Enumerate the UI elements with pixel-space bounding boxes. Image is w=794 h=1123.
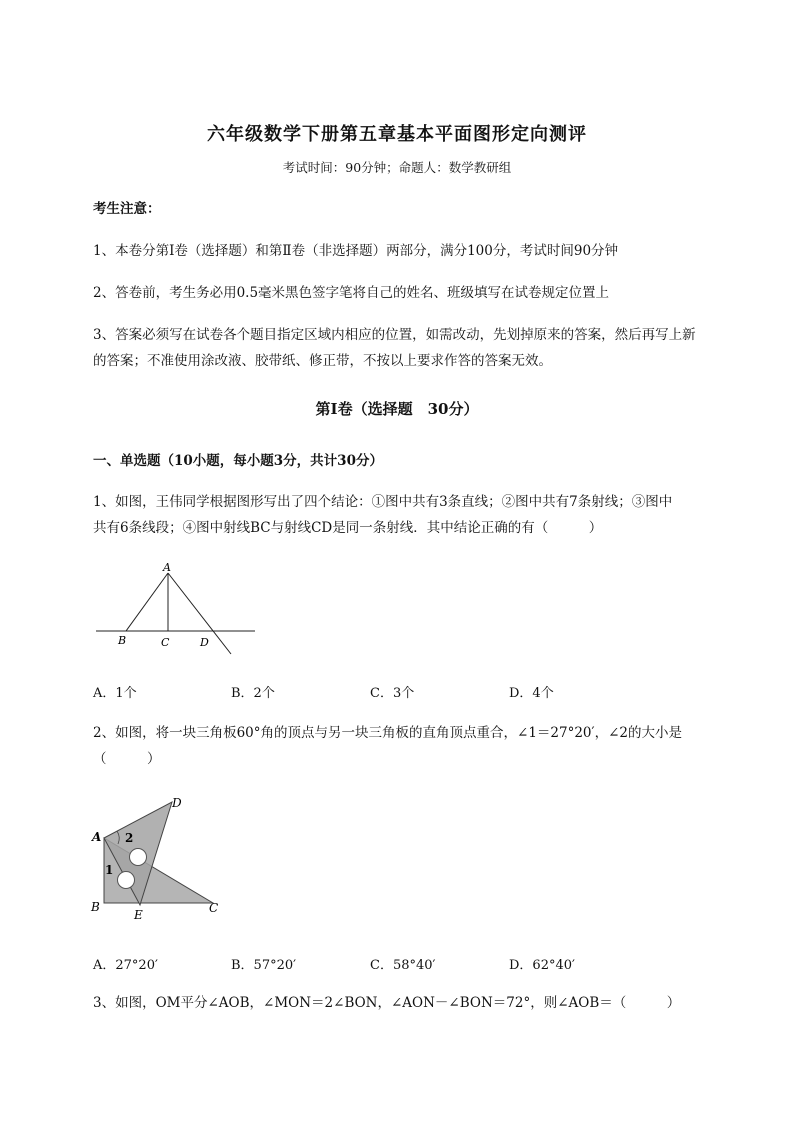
q2-option-b[interactable]: B．57°20′ [231, 958, 297, 973]
q1-label-B: B [118, 634, 127, 647]
q1-label-C: C [161, 636, 170, 649]
q1-option-c[interactable]: C．3个 [370, 686, 415, 701]
q2-label-angle-2: 2 [125, 831, 134, 845]
q1-label-D: D [200, 636, 209, 649]
notice-item-2: 2、答卷前，考生务必用0.5毫米黑色签字笔将自己的姓名、班级填写在试卷规定位置上 [93, 285, 610, 301]
q2-hole-lower [118, 872, 135, 889]
q1-label-A: A [163, 561, 171, 574]
page-title: 六年级数学下册第五章基本平面图形定向测评 [207, 124, 587, 145]
q2-label-A: A [92, 830, 102, 844]
q2-option-d[interactable]: D．62°40′ [509, 958, 575, 973]
q2-label-D: D [172, 796, 182, 810]
notice-heading: 考生注意： [93, 201, 161, 217]
q2-text-line1: 2、如图，将一块三角板60°角的顶点与另一块三角板的直角顶点重合，∠1＝27°20′，∠2的大小是 [93, 725, 682, 741]
q1-option-d[interactable]: D．4个 [509, 686, 554, 701]
q1-text-line1: 1、如图，王伟同学根据图形写出了四个结论：①图中共有3条直线；②图中共有7条射线；③图中 [93, 494, 673, 510]
q2-label-angle-1: 1 [105, 863, 114, 877]
q1-text-line2: 共有6条线段；④图中射线BC与射线CD是同一条射线．其中结论正确的有（ ） [93, 520, 603, 536]
q2-label-B: B [91, 900, 100, 914]
section-heading: 一、单选题（10小题，每小题3分，共计30分） [93, 453, 383, 469]
notice-item-1: 1、本卷分第Ⅰ卷（选择题）和第Ⅱ卷（非选择题）两部分，满分100分，考试时间90分钟 [93, 243, 619, 259]
page-subtitle: 考试时间：90分钟；命题人：数学教研组 [282, 160, 512, 175]
q1-figure [90, 560, 270, 660]
q1-option-a[interactable]: A．1个 [93, 686, 137, 701]
q2-text-line2: （ ） [93, 751, 161, 767]
notice-item-3: 3、答案必须写在试卷各个题目指定区域内相应的位置，如需改动，先划掉原来的答案，然后再写上新 [93, 327, 696, 343]
q3-text-line1: 3、如图，OM平分∠AOB，∠MON＝2∠BON，∠AON－∠BON＝72°，则∠AOB＝（ ） [93, 995, 681, 1011]
q1-option-b[interactable]: B．2个 [231, 686, 275, 701]
q2-label-E: E [134, 908, 143, 922]
q1-segment-AB [126, 573, 168, 631]
q2-figure [88, 790, 228, 925]
q2-hole-upper [130, 849, 147, 866]
q2-option-a[interactable]: A．27°20′ [93, 958, 158, 973]
q2-label-C: C [209, 901, 219, 915]
part1-heading: 第Ⅰ卷（选择题 30分） [315, 400, 479, 418]
q2-option-c[interactable]: C．58°40′ [370, 958, 436, 973]
notice-item-3-cont: 的答案；不准使用涂改液、胶带纸、修正带，不按以上要求作答的答案无效。 [93, 353, 552, 369]
